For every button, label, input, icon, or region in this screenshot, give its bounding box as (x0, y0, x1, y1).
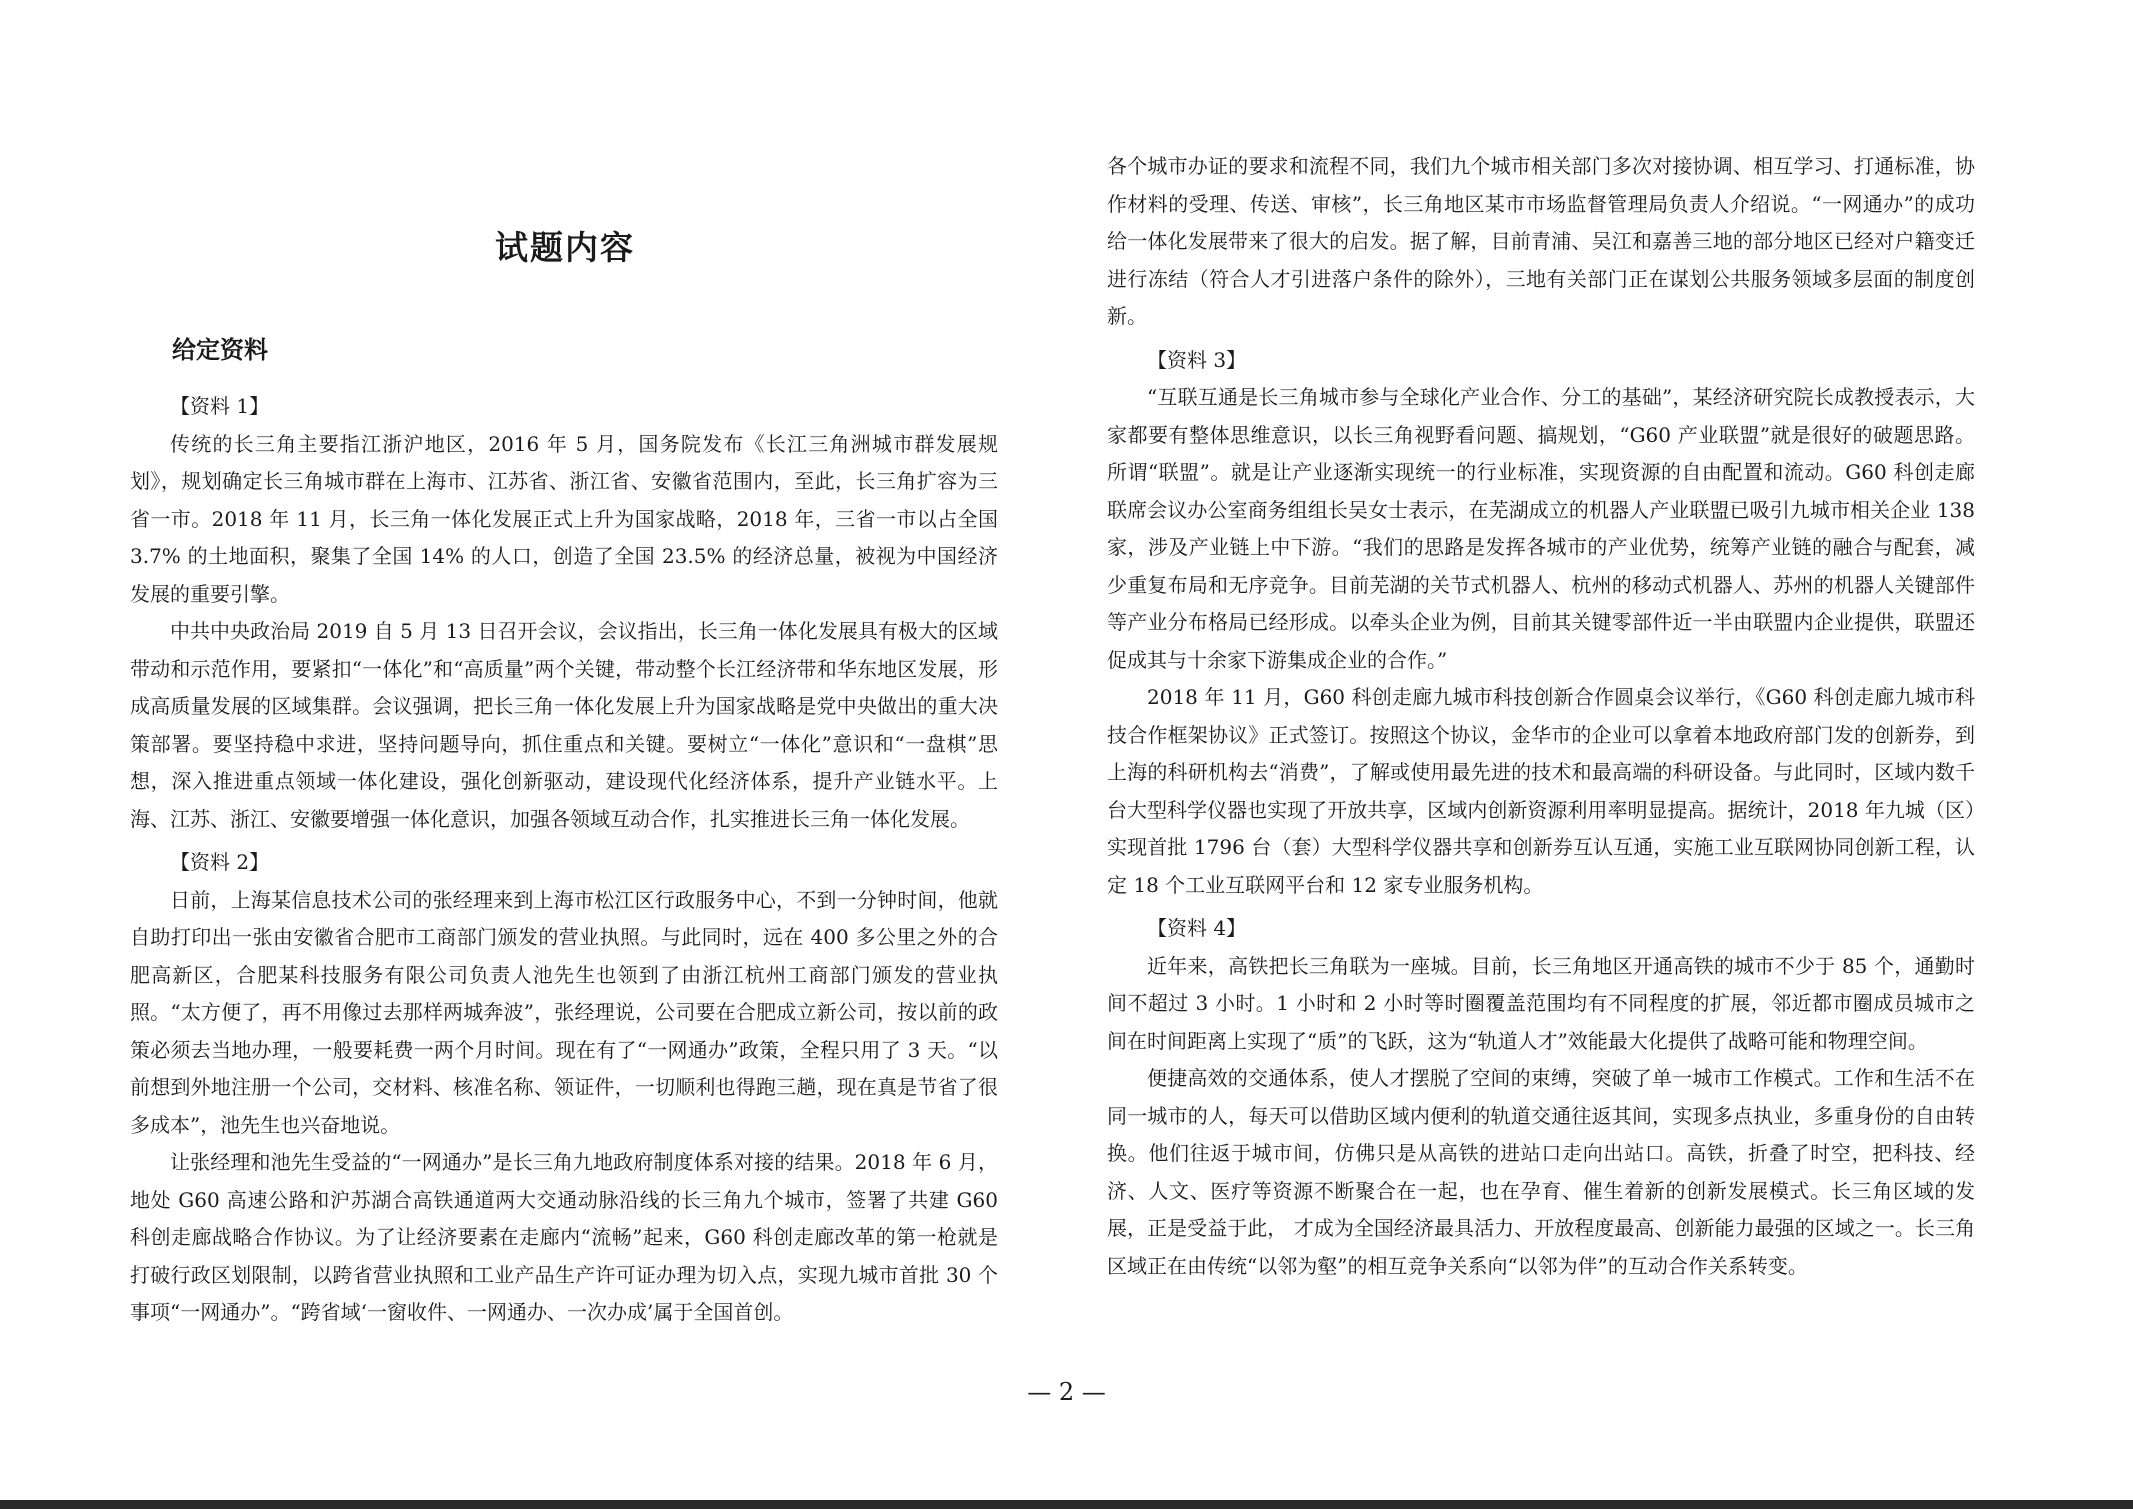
material-1-paragraph: 中共中央政治局 2019 自 5 月 13 日召开会议，会议指出，长三角一体化发展具有极大的区域带动和示范作用，要紧扣“一体化”和“高质量”两个关键，带动整个长江经济带和华东地区发展，形成高质量发展的区域集群。会议强调，把长三角一体化发展上升为国家战略是党中央做出的重大决策部署。要坚持稳中求进，坚持问题导向，抓住重点和关键。要树立“一体化”意识和“一盘棋”思想，深入推进重点领域一体化建设，强化创新驱动，建设现代化经济体系，提升产业链水平。上海、江苏、浙江、安徽要增强一体化意识，加强各领域互动合作，扎实推进长三角一体化发展。 (130, 619, 998, 831)
section-heading: 给定资料 (172, 335, 268, 364)
material-3-paragraph: “互联互通是长三角城市参与全球化产业合作、分工的基础”，某经济研究院长成教授表示，大家都要有整体思维意识，以长三角视野看问题、搞规划，“G60 产业联盟”就是很好的破题思路。所谓“联盟”。就是让产业逐渐实现统一的行业标准，实现资源的自由配置和流动。G60 科创走廊联席会议办公室商务组组长吴女士表示，在芜湖成立的机器人产业联盟已吸引九城市相关企业 138 家，涉及产业链上中下游。“我们的思路是发挥各城市的产业优势，统筹产业链的融合与配套，减少重复布局和无序竞争。目前芜湖的关节式机器人、杭州的移动式机器人、苏州的机器人关键部件等产业分布格局已经形成。以牵头企业为例，目前其关键零部件近一半由联盟内企业提供，联盟还促成其与十余家下游集成企业的合作。” (1107, 385, 1975, 672)
page-number: — 2 — (1027, 1378, 1106, 1406)
material-2-paragraph: 让张经理和池先生受益的“一网通办”是长三角九地政府制度体系对接的结果。2018 年 6 月，地处 G60 高速公路和沪苏湖合高铁通道两大交通动脉沿线的长三角九个城市，签署了共建 G60 科创走廊战略合作协议。为了让经济要素在走廊内“流畅”起来，G60 科创走廊改革的第一枪就是打破行政区划限制，以跨省营业执照和工业产品生产许可证办理为切入点，实现九城市首批 30 个事项“一网通办”。“跨省域‘一窗收件、一网通办、一次办成’属于全国首创。 (130, 1150, 998, 1324)
material-2-heading: 【资料 2】 (170, 850, 270, 874)
left-column (130, 388, 998, 1332)
material-2-continuation: 各个城市办证的要求和流程不同，我们九个城市相关部门多次对接协调、相互学习、打通标准，协作材料的受理、传送、审核”，长三角地区某市市场监督管理局负责人介绍说。“一网通办”的成功给一体化发展带来了很大的启发。据了解，目前青浦、吴江和嘉善三地的部分地区已经对户籍变迁进行冻结（符合人才引进落户条件的除外），三地有关部门正在谋划公共服务领域多层面的制度创新。 (1107, 154, 1975, 328)
material-4-paragraph: 便捷高效的交通体系，使人才摆脱了空间的束缚，突破了单一城市工作模式。工作和生活不在同一城市的人，每天可以借助区域内便利的轨道交通往返其间，实现多点执业，多重身份的自由转换。他们往返于城市间，仿佛只是从高铁的进站口走向出站口。高铁，折叠了时空，把科技、经济、人文、医疗等资源不断聚合在一起，也在孕育、催生着新的创新发展模式。长三角区域的发展，正是受益于此， 才成为全国经济最具活力、开放程度最高、创新能力最强的区域之一。长三角区域正在由传统“以邻为壑”的相互竞争关系向“以邻为伴”的互动合作关系转变。 (1107, 1066, 1975, 1278)
material-4-paragraph: 近年来，高铁把长三角联为一座城。目前，长三角地区开通高铁的城市不少于 85 个，通勤时间不超过 3 小时。1 小时和 2 小时等时圈覆盖范围均有不同程度的扩展，邻近都市圈成员城市之间在时间距离上实现了“质”的飞跃，这为“轨道人才”效能最大化提供了战略可能和物理空间。 (1107, 953, 1975, 1053)
material-1-paragraph: 传统的长三角主要指江浙沪地区，2016 年 5 月，国务院发布《长江三角洲城市群发展规划》，规划确定长三角城市群在上海市、江苏省、浙江省、安徽省范围内，至此，长三角扩容为三省一市。2018 年 11 月，长三角一体化发展正式上升为国家战略，2018 年，三省一市以占全国 3.7% 的土地面积，聚集了全国 14% 的人口，创造了全国 23.5% 的经济总量，被视为中国经济发展的重要引擎。 (130, 431, 998, 606)
material-4-heading: 【资料 4】 (1147, 916, 1247, 940)
right-column (1107, 148, 1975, 1285)
material-1-heading: 【资料 1】 (170, 394, 270, 418)
page-title: 试题内容 (495, 228, 635, 267)
material-2-paragraph: 日前，上海某信息技术公司的张经理来到上海市松江区行政服务中心，不到一分钟时间，他就自助打印出一张由安徽省合肥市工商部门颁发的营业执照。与此同时，远在 400 多公里之外的合肥高新区，合肥某科技服务有限公司负责人池先生也领到了由浙江杭州工商部门颁发的营业执照。“太方便了，再不用像过去那样两城奔波”，张经理说，公司要在合肥成立新公司，按以前的政策必须去当地办理，一般要耗费一两个月时间。现在有了“一网通办”政策，全程只用了 3 天。“以前想到外地注册一个公司，交材料、核准名称、领证件，一切顺利也得跑三趟，现在真是节省了很多成本”，池先生也兴奋地说。 (130, 887, 998, 1137)
bottom-border (0, 1500, 2133, 1509)
material-3-paragraph: 2018 年 11 月，G60 科创走廊九城市科技创新合作圆桌会议举行，《G60 科创走廊九城市科技合作框架协议》正式签订。按照这个协议，金华市的企业可以拿着本地政府部门发的创新券，到上海的科研机构去“消费”，了解或使用最先进的技术和最高端的科研设备。与此同时，区域内数千台大型科学仪器也实现了开放共享，区域内创新资源利用率明显提高。据统计，2018 年九城（区）实现首批 1796 台（套）大型科学仪器共享和创新券互认互通，实施工业互联网协同创新工程，认定 18 个工业互联网平台和 12 家专业服务机构。 (1107, 685, 1975, 897)
material-3-heading: 【资料 3】 (1147, 347, 1247, 372)
